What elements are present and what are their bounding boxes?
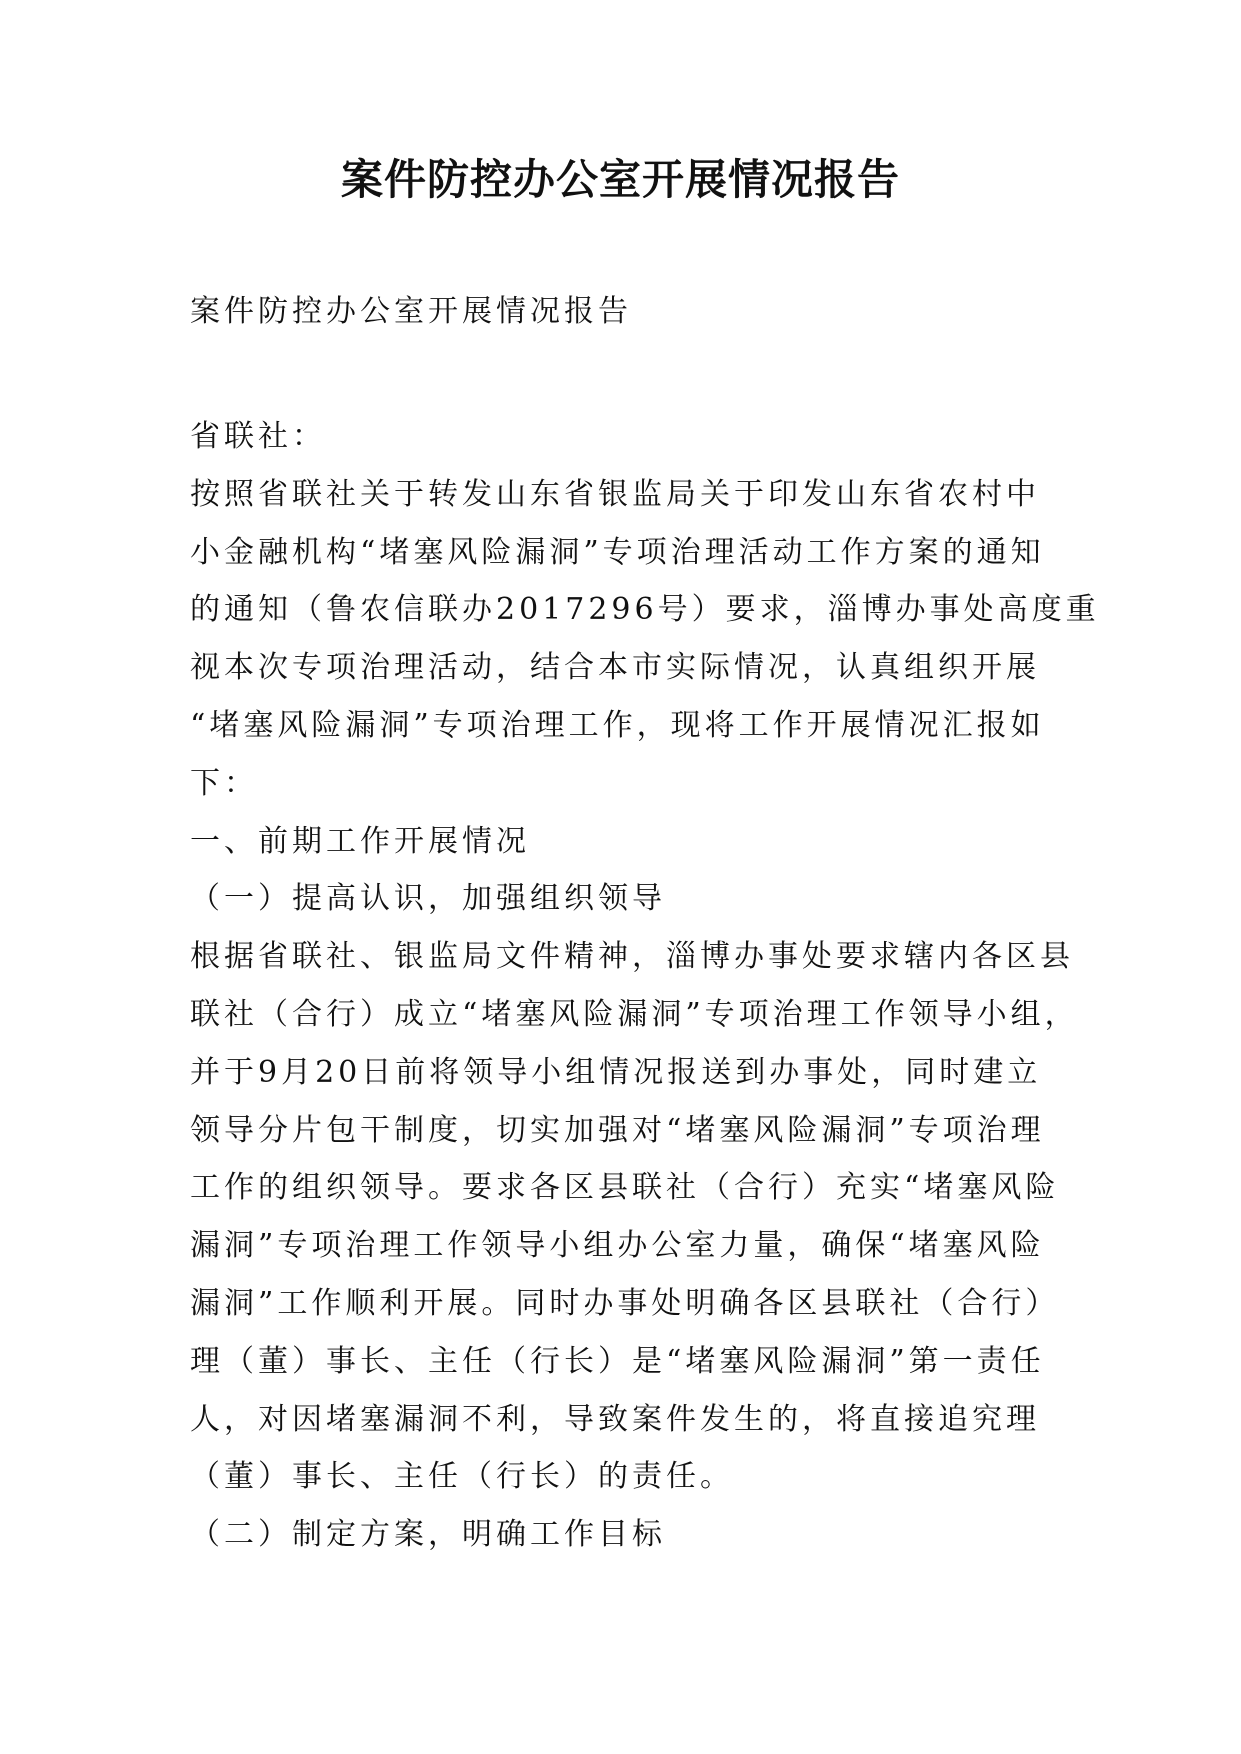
body-line: 漏洞”工作顺利开展。同时办事处明确各区县联社（合行）	[190, 1285, 1060, 1321]
body-line: 人，对因堵塞漏洞不利，导致案件发生的，将直接追究理	[190, 1401, 1040, 1437]
body-line: 漏洞”专项治理工作领导小组办公室力量，确保“堵塞风险	[190, 1228, 1045, 1264]
salutation-line: 省联社：	[190, 419, 326, 454]
document-title: 案件防控办公室开展情况报告	[340, 155, 900, 204]
body-line: 并于9月20日前将领导小组情况报送到办事处，同时建立	[190, 1054, 1042, 1090]
document-body	[190, 408, 1100, 1564]
subsection-heading: （二）制定方案，明确工作目标	[190, 1517, 666, 1553]
body-line: 小金融机构“堵塞风险漏洞”专项治理活动工作方案的通知	[190, 534, 1045, 570]
body-line: 联社（合行）成立“堵塞风险漏洞”专项治理工作领导小组，	[190, 996, 1079, 1032]
body-line: 按照省联社关于转发山东省银监局关于印发山东省农村中	[190, 476, 1040, 512]
body-line: 理（董）事长、主任（行长）是“堵塞风险漏洞”第一责任	[190, 1343, 1045, 1379]
body-line: 下：	[190, 765, 258, 801]
body-line: “堵塞风险漏洞”专项治理工作，现将工作开展情况汇报如	[190, 707, 1045, 743]
body-line: 视本次专项治理活动，结合本市实际情况，认真组织开展	[190, 650, 1040, 686]
body-line: 的通知（鲁农信联办2017296号）要求，淄博办事处高度重	[190, 592, 1100, 628]
document-subtitle: 案件防控办公室开展情况报告	[190, 294, 632, 329]
body-line: （董）事长、主任（行长）的责任。	[190, 1459, 734, 1495]
body-line: 根据省联社、银监局文件精神，淄博办事处要求辖内各区县	[190, 939, 1074, 975]
subsection-heading: （一）提高认识，加强组织领导	[190, 881, 666, 917]
body-line: 工作的组织领导。要求各区县联社（合行）充实“堵塞风险	[190, 1170, 1060, 1206]
body-line: 领导分片包干制度，切实加强对“堵塞风险漏洞”专项治理	[190, 1112, 1045, 1148]
section-heading: 一、前期工作开展情况	[190, 823, 530, 859]
